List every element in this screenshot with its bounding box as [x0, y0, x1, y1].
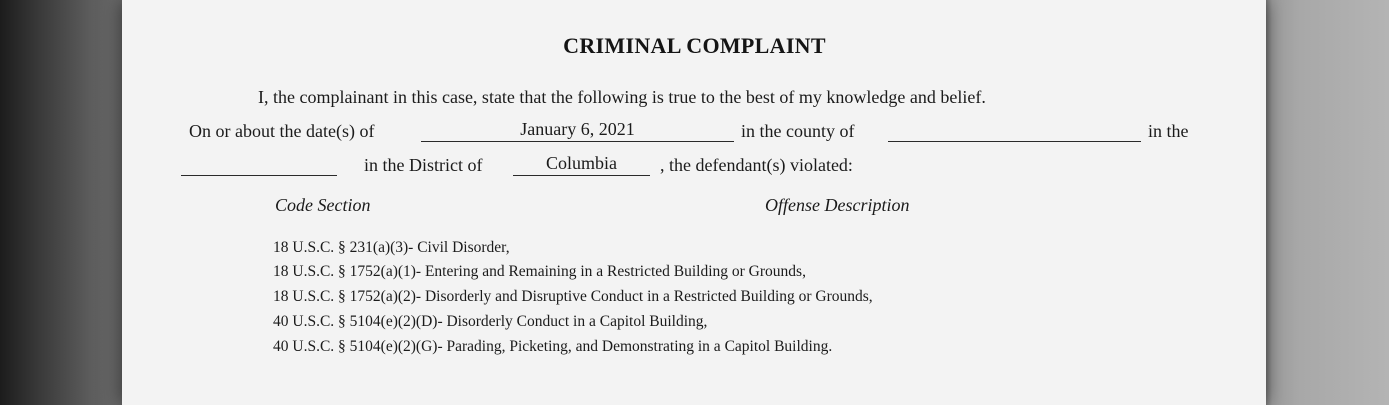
- state-field: [181, 153, 337, 176]
- offense-item: 18 U.S.C. § 1752(a)(1)- Entering and Remaining in a Restricted Building or Grounds,: [273, 263, 806, 280]
- intro-statement: I, the complainant in this case, state that the following is true to the best of my knowledge and belief.: [258, 87, 986, 107]
- document-title: CRIMINAL COMPLAINT: [563, 33, 826, 58]
- district-field: Columbia: [513, 153, 650, 176]
- offense-item: 40 U.S.C. § 5104(e)(2)(D)- Disorderly Conduct in a Capitol Building,: [273, 313, 708, 330]
- code-section-header: Code Section: [275, 195, 371, 215]
- offense-item: 18 U.S.C. § 231(a)(3)- Civil Disorder,: [273, 239, 510, 256]
- in-the-label: in the: [1148, 121, 1189, 141]
- page-edge-shadow: [1266, 0, 1272, 405]
- offense-item: 18 U.S.C. § 1752(a)(2)- Disorderly and Disruptive Conduct in a Restricted Building or Grounds,: [273, 288, 873, 305]
- date-field: January 6, 2021: [421, 119, 734, 142]
- county-label: in the county of: [741, 121, 855, 141]
- offense-item: 40 U.S.C. § 5104(e)(2)(G)- Parading, Picketing, and Demonstrating in a Capitol Building.: [273, 338, 833, 355]
- district-label: in the District of: [364, 155, 483, 175]
- county-field: [888, 119, 1141, 142]
- date-label: On or about the date(s) of: [189, 121, 375, 141]
- offense-description-header: Offense Description: [765, 195, 910, 215]
- defendant-violated-label: , the defendant(s) violated:: [660, 155, 853, 175]
